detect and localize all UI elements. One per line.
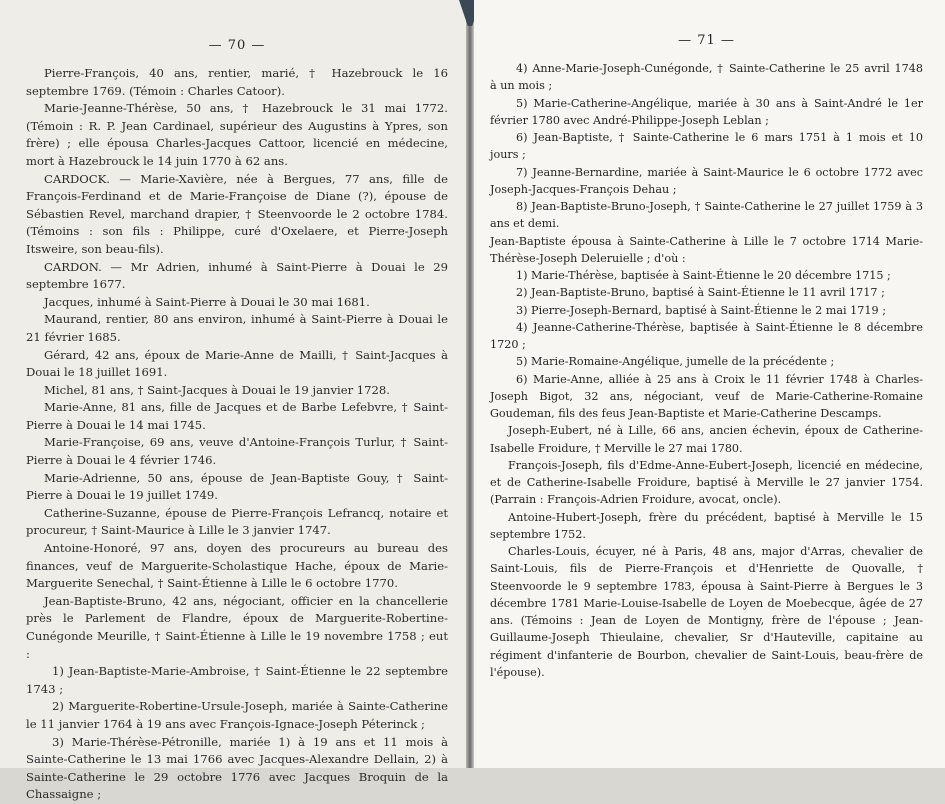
left-page <box>0 0 466 802</box>
list-item: 8) Jean-Baptiste-Bruno-Joseph, † Sainte-Catherine le 27 juillet 1759 à 3 ans et demi. <box>490 200 923 231</box>
list-item: 4) Jeanne-Catherine-Thérèse, baptisée à Saint-Étienne le 8 décembre 1720 ; <box>490 320 923 351</box>
paragraph: Michel, 81 ans, † Saint-Jacques à Douai le 19 janvier 1728. <box>44 382 390 397</box>
paragraph: CARDOCK. — Marie-Xavière, née à Bergues, 77 ans, fille de François-Ferdinand et de Marie-Françoise de Diane (?), épouse de Sébastien Revel, marchand drapier, † Steenvoorde le 2 octobre 1784. (Témoins : son fils : Philippe, curé d'Oxelaere, et Pierre-Joseph Itsweire, son beau-fils). <box>26 171 448 256</box>
paragraph: CARDON. — Mr Adrien, inhumé à Saint-Pierre à Douai le 29 septembre 1677. <box>26 259 448 292</box>
paragraph: Gérard, 42 ans, époux de Marie-Anne de Mailli, † Saint-Jacques à Douai le 18 juillet 1691. <box>26 347 448 380</box>
list-item: 1) Jean-Baptiste-Marie-Ambroise, † Saint-Étienne le 22 septembre 1743 ; <box>26 664 448 696</box>
paragraph: Antoine-Honoré, 97 ans, doyen des procureurs au bureau des finances, veuf de Marguerite-Scholastique Hache, époux de Marie-Marguerite Senechal, † Saint-Étienne à Lille le 6 octobre 1770. <box>26 541 448 591</box>
list-item: 4) Anne-Marie-Joseph-Cunégonde, † Sainte-Catherine le 25 avril 1748 à un mois ; <box>490 62 923 93</box>
list-item: 6) Jean-Baptiste, † Sainte-Catherine le 6 mars 1751 à 1 mois et 10 jours ; <box>490 131 923 162</box>
paragraph: Marie-Jeanne-Thérèse, 50 ans, † Hazebrouck le 31 mai 1772. (Témoin : R. P. Jean Cardinael, supérieur des Augustins à Ypres, son frère) ; elle épousa Charles-Jacques Cattoor, licencié en médecine, mort à Hazebrouck le 14 juin 1770 à 62 ans. <box>26 101 448 168</box>
page-number: — 70 — <box>208 38 266 53</box>
paragraph: Catherine-Suzanne, épouse de Pierre-François Lefrancq, notaire et procureur, † Saint-Maurice à Lille le 3 janvier 1747. <box>26 505 448 538</box>
paragraph: Marie-Françoise, 69 ans, veuve d'Antoine-François Turlur, † Saint-Pierre à Douai le 4 février 1746. <box>26 435 448 468</box>
paragraph: Maurand, rentier, 80 ans environ, inhumé à Saint-Pierre à Douai le 21 février 1685. <box>26 312 448 344</box>
list-item: 2) Jean-Baptiste-Bruno, baptisé à Saint-Étienne le 11 avril 1717 ; <box>516 286 885 300</box>
right-page <box>474 0 945 768</box>
paragraph: Jean-Baptiste-Bruno, 42 ans, négociant, officier en la chancellerie près le Parlement de Flandre, époux de Marguerite-Robertine-Cunégonde Meurille, † Saint-Étienne à Lille le 19 novembre 1758 ; eut : <box>26 593 448 661</box>
paragraph: Pierre-François, 40 ans, rentier, marié, † Hazebrouck le 16 septembre 1769. (Témoin : Charles Catoor). <box>26 66 448 98</box>
paragraph: Charles-Louis, écuyer, né à Paris, 48 ans, major d'Arras, chevalier de Saint-Louis, fils de Pierre-François et d'Henriette de Quovalle, † Steenvoorde le 9 septembre 1783, épousa à Saint-Pierre à Bergues le 3 décembre 1781 Marie-Louise-Isabelle de Loyen de Moebecque, âgée de 27 ans. (Témoins : Jean de Loyen de Montigny, frère de l'épouse ; Jean-Guillaume-Joseph Thieulaine, chevalier, Sr d'Hauteville, capitaine au régiment d'infanterie de Bourbon, chevalier de Saint-Louis, beau-frère de l'épouse). <box>490 545 923 679</box>
list-item: 5) Marie-Catherine-Angélique, mariée à 30 ans à Saint-André le 1er février 1780 avec André-Philippe-Joseph Leblan ; <box>490 96 923 127</box>
list-item: 3) Marie-Thérèse-Pétronille, mariée 1) à 19 ans et 11 mois à Sainte-Catherine le 13 mai 1766 avec Jacques-Alexandre Dellain, 2) à Sainte-Catherine le 29 octobre 1776 avec Jacques Broquin de la Chassaigne ; <box>26 734 448 802</box>
list-item: 3) Pierre-Joseph-Bernard, baptisé à Saint-Étienne le 2 mai 1719 ; <box>516 303 886 317</box>
page-text <box>26 65 448 804</box>
paragraph: Jean-Baptiste épousa à Sainte-Catherine à Lille le 7 octobre 1714 Marie-Thérèse-Joseph Deleruielle ; d'où : <box>490 234 923 265</box>
page-text <box>490 60 923 681</box>
list-item: 7) Jeanne-Bernardine, mariée à Saint-Maurice le 6 octobre 1772 avec Joseph-Jacques-François Dehau ; <box>490 165 923 196</box>
page-number: — 71 — <box>678 33 735 48</box>
paragraph: Marie-Anne, 81 ans, fille de Jacques et de Barbe Lefebvre, † Saint-Pierre à Douai le 14 mai 1745. <box>26 400 448 432</box>
list-item: 6) Marie-Anne, alliée à 25 ans à Croix le 11 février 1748 à Charles-Joseph Bigot, 32 ans, négociant, veuf de Marie-Catherine-Romaine Goudeman, fils des feus Jean-Baptiste et Marie-Catherine Descamps. <box>490 372 923 420</box>
paragraph: François-Joseph, fils d'Edme-Anne-Eubert-Joseph, licencié en médecine, et de Catherine-Isabelle Froidure, baptisé à Merville le 27 janvier 1754. (Parrain : François-Adrien Froidure, avocat, oncle). <box>490 458 923 507</box>
paragraph: Joseph-Eubert, né à Lille, 66 ans, ancien échevin, époux de Catherine-Isabelle Froidure, † Merville le 27 mai 1780. <box>490 424 923 455</box>
paragraph: Antoine-Hubert-Joseph, frère du précédent, baptisé à Merville le 15 septembre 1752. <box>490 510 923 541</box>
list-item: 5) Marie-Romaine-Angélique, jumelle de la précédente ; <box>516 355 835 369</box>
book-gutter <box>466 0 474 768</box>
list-item: 1) Marie-Thérèse, baptisée à Saint-Étienne le 20 décembre 1715 ; <box>516 269 891 282</box>
list-item: 2) Marguerite-Robertine-Ursule-Joseph, mariée à Sainte-Catherine le 11 janvier 1764 à 19 ans avec François-Ignace-Joseph Péterinck ; <box>26 699 448 731</box>
paragraph: Marie-Adrienne, 50 ans, épouse de Jean-Baptiste Gouy, † Saint-Pierre à Douai le 19 juillet 1749. <box>26 470 448 503</box>
paragraph: Jacques, inhumé à Saint-Pierre à Douai le 30 mai 1681. <box>44 294 370 309</box>
